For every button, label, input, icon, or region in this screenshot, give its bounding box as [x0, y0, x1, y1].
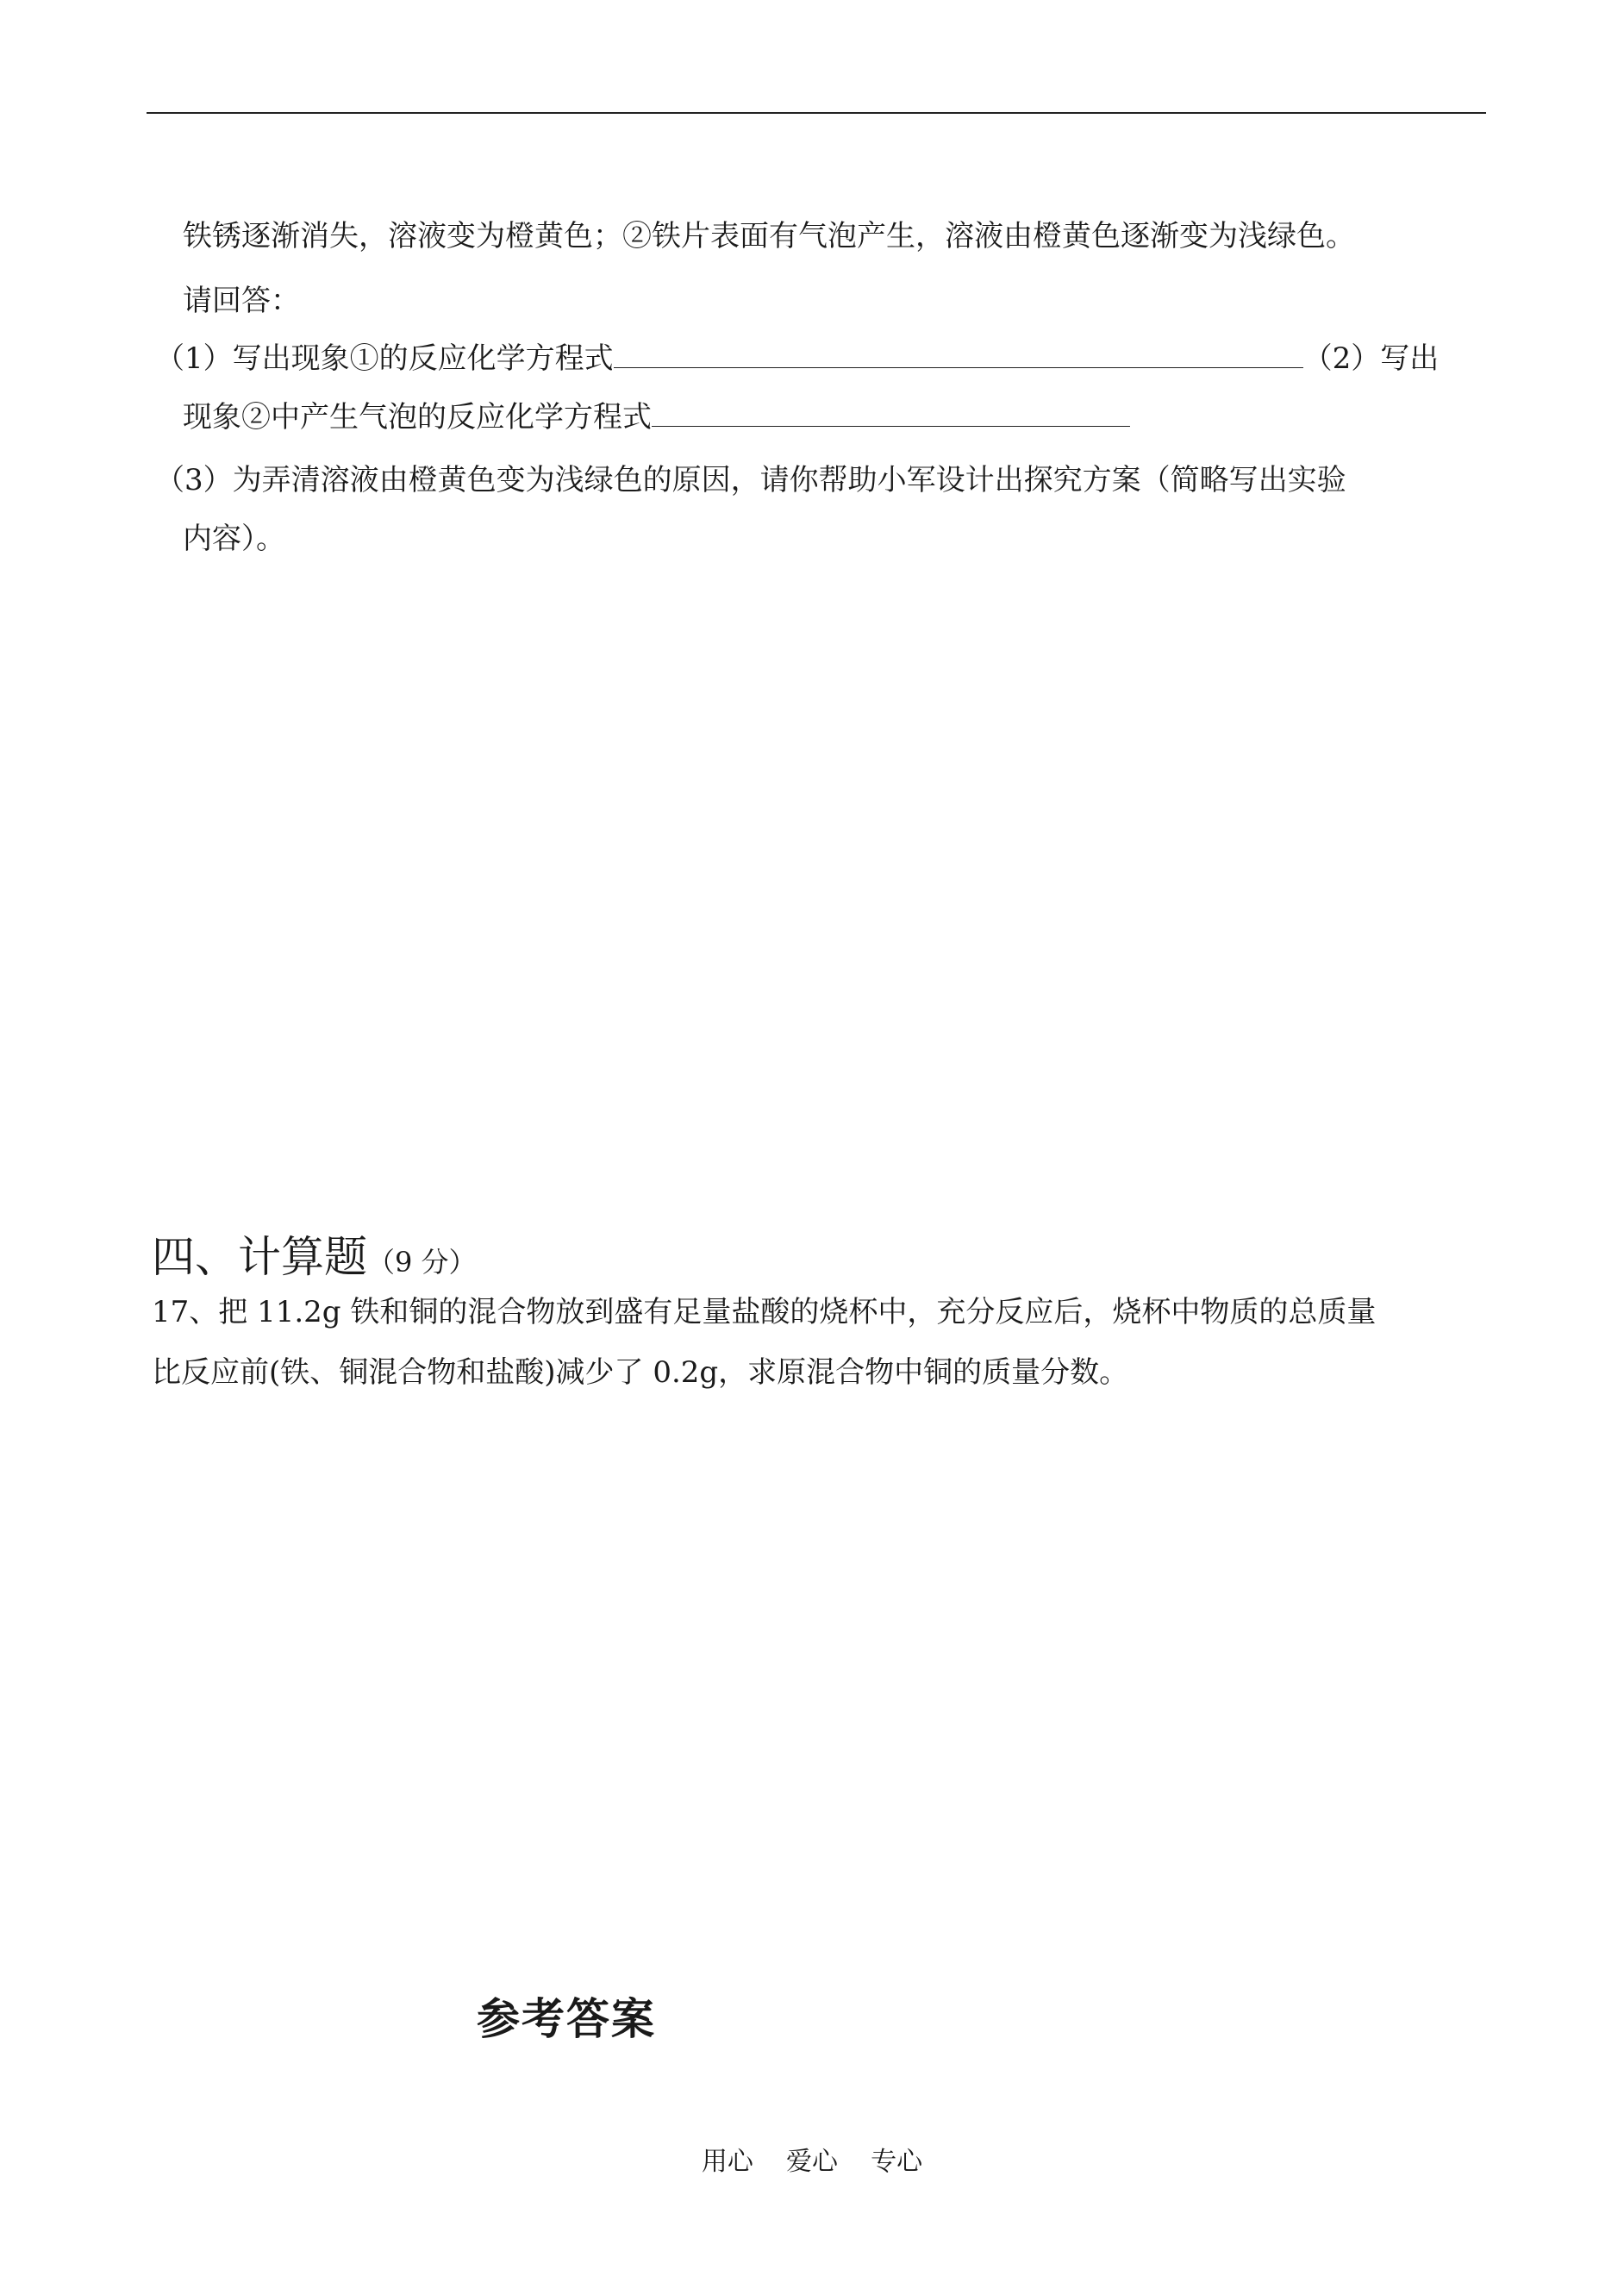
q16-part2-answer-blank[interactable]	[652, 400, 1130, 427]
q17-line2: 比反应前(铁、铜混合物和盐酸)减少了 0.2g，求原混合物中铜的质量分数。	[152, 1355, 1129, 1390]
q17-line1: 17、把 11.2g 铁和铜的混合物放到盛有足量盐酸的烧杯中，充分反应后，烧杯中物质的总质量	[152, 1295, 1377, 1329]
header-rule	[147, 112, 1486, 114]
section-title-text: 四、计算题	[152, 1232, 367, 1282]
q16-part1-text: （1）写出现象①的反应化学方程式	[155, 341, 614, 376]
section-points: （9 分）	[367, 1246, 477, 1279]
answers-title: 参考答案	[477, 1993, 656, 2044]
q16-part1-row	[155, 340, 1439, 378]
q16-continuation: 铁锈逐渐消失，溶液变为橙黄色；②铁片表面有气泡产生，溶液由橙黄色逐渐变为浅绿色。	[183, 219, 1355, 253]
q16-part2-row	[183, 398, 1130, 436]
q16-part1-answer-blank[interactable]	[614, 341, 1303, 368]
q16-part2-text: 现象②中产生气泡的反应化学方程式	[183, 400, 652, 435]
section-title	[152, 1223, 477, 1285]
q16-prompt: 请回答：	[183, 284, 300, 318]
q16-part2-label: （2）写出	[1302, 341, 1440, 376]
page-footer: 用心 爱心 专心	[701, 2147, 923, 2177]
q16-part3-line2: 内容）。	[183, 522, 285, 556]
q16-part3-line1: （3）为弄清溶液由橙黄色变为浅绿色的原因，请你帮助小军设计出探究方案（简略写出实验	[155, 463, 1346, 497]
